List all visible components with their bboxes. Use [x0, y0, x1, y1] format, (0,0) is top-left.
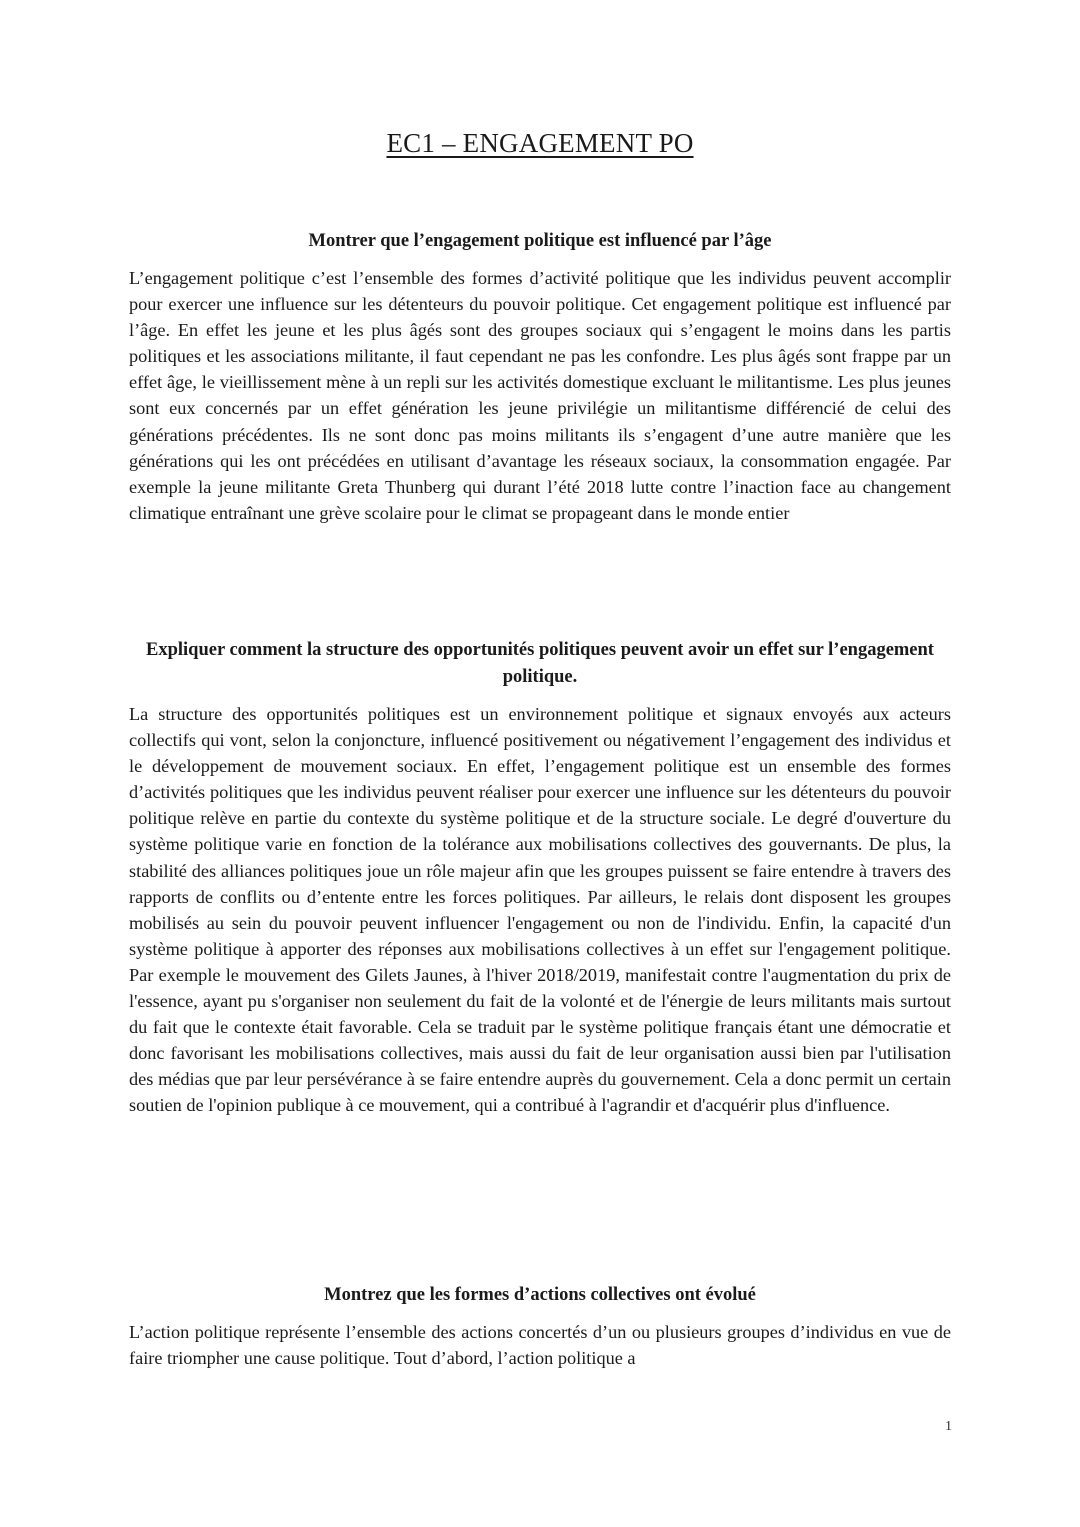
section-heading: Expliquer comment la structure des opportunités politiques peuvent avoir un effet sur l’engagement politique. [146, 640, 934, 687]
section-body: La structure des opportunités politiques est un environnement politique et signaux envoyés aux acteurs collectifs qui vont, selon la conjoncture, influencé positivement ou négativement l’engagement des individus et le développement de mouvement sociaux. En effet, l’engagement politique est un ensemble des formes d’activités politiques que les individus peuvent réaliser pour exercer une influence sur les détenteurs du pouvoir politique relève en partie du contexte du système politique et de la structure sociale. Le degré d'ouverture du système politique varie en fonction de la tolérance aux mobilisations collectives des gouvernants. De plus, la stabilité des alliances politiques joue un rôle majeur afin que les groupes puissent se faire entendre à travers des rapports de conflits ou d’entente entre les forces politiques. Par ailleurs, le relais dont disposent les groupes mobilisés au sein du pouvoir peuvent influencer l'engagement ou non de l'individu. Enfin, la capacité d'un système politique à apporter des réponses aux mobilisations collectives à un effet sur l'engagement politique. Par exemple le mouvement des Gilets Jaunes, à l'hiver 2018/2019, manifestait contre l'augmentation du prix de l'essence, ayant pu s'organiser non seulement du fait de la volonté et de l'énergie de leurs militants mais surtout du fait que le contexte était favorable. Cela se traduit par le système politique français étant une démocratie et donc favorisant les mobilisations collectives, mais aussi du fait de leur organisation aussi bien par l'utilisation des médias que par leur persévérance à se faire entendre auprès du gouvernement. Cela a donc permit un certain soutien de l'opinion publique à ce mouvement, qui a contribué à l'agrandir et d'acquérir plus d'influence. [129, 704, 951, 1116]
section-heading: Montrer que l’engagement politique est influencé par l’âge [308, 231, 772, 251]
section-age-engagement [129, 228, 951, 526]
section-heading: Montrez que les formes d’actions collectives ont évolué [324, 1285, 756, 1305]
section-body: L’engagement politique c’est l’ensemble des formes d’activité politique que les individus peuvent accomplir pour exercer une influence sur les détenteurs du pouvoir politique. Cet engagement politique est influencé par l’âge. En effet les jeune et les plus âgés sont des groupes sociaux qui s’engagent le moins dans les partis politiques et les associations militante, il faut cependant ne pas les confondre. Les plus âgés sont frappe par un effet âge, le vieillissement mène à un repli sur les activités domestique excluant le militantisme. Les plus jeunes sont eux concernés par un effet génération les jeune privilégie un militantisme différencié de celui des générations précédentes. Ils ne sont donc pas moins militants ils s’engagent d’une autre manière que les générations qui les ont précédées en utilisant d’avantage les réseaux sociaux, la consommation engagée. Par exemple la jeune militante Greta Thunberg qui durant l’été 2018 lutte contre l’inaction face au changement climatique entraînant une grève scolaire pour le climat se propageant dans le monde entier [129, 268, 951, 523]
section-body: L’action politique représente l’ensemble des actions concertés d’un ou plusieurs groupes d’individus en vue de faire triompher une cause politique. Tout d’abord, l’action politique a [129, 1322, 951, 1369]
section-political-opportunities [129, 637, 951, 1119]
page-number: 1 [945, 1419, 952, 1434]
document-title: EC1 – ENGAGEMENT PO [386, 128, 694, 158]
section-collective-actions [129, 1282, 951, 1371]
